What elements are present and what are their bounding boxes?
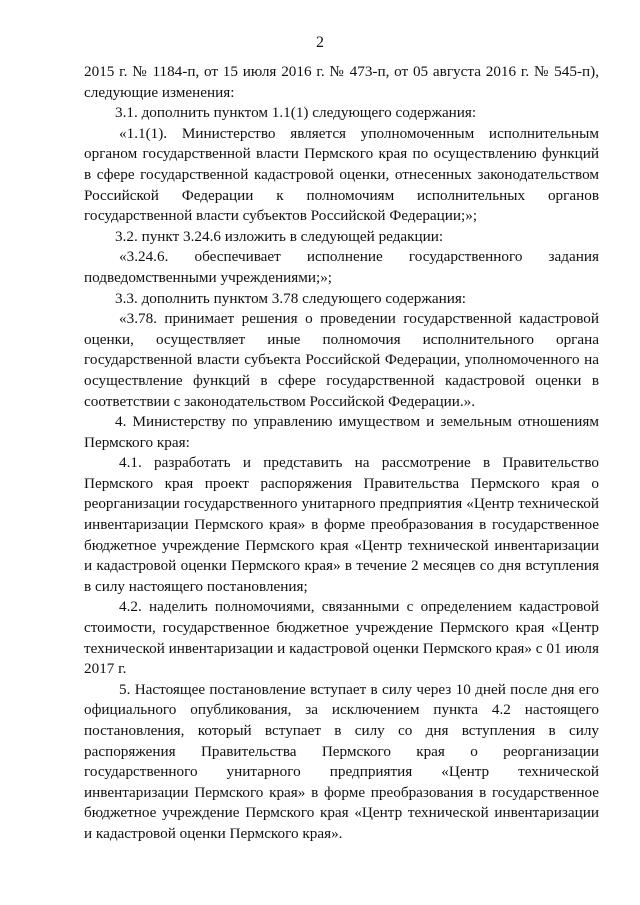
paragraph-4: 4. Министерству по управлению имуществом и земельным отношениям Пермского края: (84, 413, 599, 451)
paragraph-continuation: 2015 г. № 1184-п, от 15 июля 2016 г. № 473-п, от 05 августа 2016 г. № 545-п), следующие изменения: (84, 63, 599, 101)
paragraph-3-1: 3.1. дополнить пунктом 1.1(1) следующего содержания: (115, 104, 477, 122)
paragraph-quote-3-24-6: «3.24.6. обеспечивает исполнение государственного задания подведомственными учреждениями;»; (84, 248, 599, 286)
paragraph-5: 5. Настоящее постановление вступает в силу через 10 дней после дня его официального опубликования, за исключением пункта 4.2 настоящего постановления, который вступает в силу со дня вступления в силу распоряжения Правительства Пермского края о реорганизации государственного унитарного предприятия «Центр технической инвентаризации Пермского края» в форме преобразования в государственное бюджетное учреждение Пермского края «Центр технической инвентаризации и кадастровой оценки Пермского края». (84, 680, 599, 842)
paragraph-4-1: 4.1. разработать и представить на рассмотрение в Правительство Пермского края проект распоряжения Правительства Пермского края о реорганизации государственного унитарного предприятия «Центр технической инвентаризации Пермского края» в форме преобразования в государственное бюджетное учреждение Пермского края «Центр технической инвентаризации и кадастровой оценки Пермского края» в течение 2 месяцев со дня вступления в силу настоящего постановления; (84, 454, 599, 595)
paragraph-quote-1-1-1: «1.1(1). Министерство является уполномоченным исполнительным органом государственной власти Пермского края по осуществлению функций в сфере государственной кадастровой оценки, отнесенных законодательством Российской Федерации к полномочиям исполнительных органов государственной власти субъектов Российской Федерации;»; (84, 124, 599, 225)
paragraph-4-2: 4.2. наделить полномочиями, связанными с определением кадастровой стоимости, государственное бюджетное учреждение Пермского края «Центр технической инвентаризации и кадастровой оценки Пермского края» с 01 июля 2017 г. (84, 598, 599, 678)
document-body (84, 62, 599, 845)
page-number: 2 (316, 34, 324, 51)
paragraph-quote-3-78: «3.78. принимает решения о проведении государственной кадастровой оценки, осуществляет иные полномочия исполнительного органа государственной власти субъекта Российской Федерации, уполномоченного на осуществление функций в сфере государственной кадастровой оценки в соответствии с законодательством Российской Федерации.». (84, 310, 599, 410)
paragraph-3-2: 3.2. пункт 3.24.6 изложить в следующей редакции: (115, 227, 444, 245)
paragraph-3-3: 3.3. дополнить пунктом 3.78 следующего содержания: (115, 289, 467, 307)
